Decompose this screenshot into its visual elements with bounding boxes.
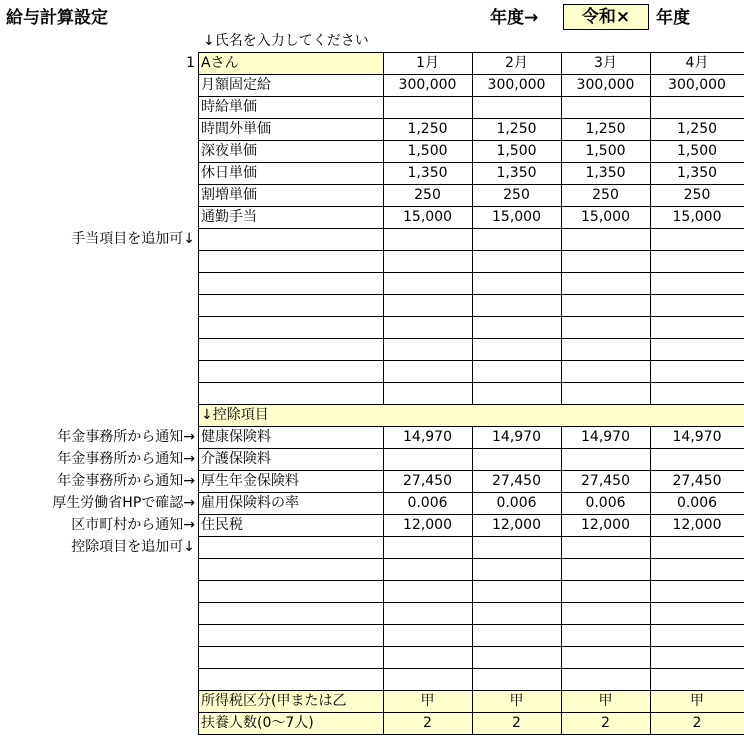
blank-input-cell[interactable]	[472, 536, 561, 558]
blank-input-cell[interactable]	[561, 360, 650, 382]
blank-input-cell[interactable]	[650, 382, 744, 404]
blank-input-cell[interactable]	[561, 250, 650, 272]
blank-input-cell[interactable]	[650, 228, 744, 250]
deduction-add-note: 控除項目を追加可↓	[71, 539, 195, 555]
blank-input-cell[interactable]	[650, 646, 744, 668]
blank-input-cell[interactable]	[383, 228, 472, 250]
pay-value-cell[interactable]: 1,500	[585, 143, 626, 159]
blank-input-cell[interactable]	[472, 602, 561, 624]
blank-input-cell[interactable]	[472, 646, 561, 668]
deduction-item-label: 健康保険料	[201, 429, 271, 445]
month-header-2: 2月	[505, 55, 528, 71]
deduction-value-cell[interactable]: 12,000	[492, 517, 541, 533]
deduction-value-cell[interactable]: 27,450	[403, 473, 452, 489]
pay-value-cell[interactable]: 1,250	[676, 121, 718, 137]
deduction-item-label: 雇用保険料の率	[201, 495, 299, 511]
pay-value-cell[interactable]: 1,350	[585, 165, 626, 181]
blank-input-cell[interactable]	[472, 250, 561, 272]
blank-input-cell[interactable]	[472, 580, 561, 602]
sheet-title: 給与計算設定	[6, 8, 108, 28]
pay-value-cell[interactable]: 15,000	[403, 209, 452, 225]
blank-input-cell[interactable]	[383, 338, 472, 360]
month-header-4: 4月	[685, 55, 709, 71]
tax-value-cell[interactable]: 甲	[598, 693, 613, 709]
deduction-value-cell[interactable]: 14,970	[403, 429, 452, 445]
pay-value-cell[interactable]: 300,000	[576, 77, 635, 93]
deduction-value-cell[interactable]	[561, 448, 650, 470]
deduction-item-label: 厚生年金保険料	[201, 473, 299, 489]
blank-input-cell[interactable]	[198, 360, 383, 382]
blank-input-cell[interactable]	[198, 624, 383, 646]
deduction-value-cell[interactable]: 0.006	[407, 495, 448, 511]
tax-value-cell[interactable]: 2	[601, 715, 610, 731]
pay-value-cell[interactable]: 15,000	[492, 209, 541, 225]
pay-value-cell[interactable]	[650, 96, 744, 118]
tax-value-cell[interactable]: 2	[512, 715, 521, 731]
deduction-value-cell[interactable]: 14,970	[672, 429, 722, 445]
blank-input-cell[interactable]	[198, 338, 383, 360]
blank-input-cell[interactable]	[561, 382, 650, 404]
blank-input-cell[interactable]	[650, 272, 744, 294]
pay-item-label: 通勤手当	[201, 209, 257, 225]
pay-value-cell[interactable]: 1,350	[676, 165, 718, 181]
pay-item-label: 時給単価	[201, 99, 257, 115]
blank-input-cell[interactable]	[383, 580, 472, 602]
blank-input-cell[interactable]	[472, 228, 561, 250]
pay-value-cell[interactable]	[383, 96, 472, 118]
blank-input-cell[interactable]	[472, 558, 561, 580]
tax-item-label: 所得税区分(甲または乙	[201, 693, 347, 709]
blank-input-cell[interactable]	[383, 602, 472, 624]
pay-value-cell[interactable]: 1,500	[496, 143, 537, 159]
blank-input-cell[interactable]	[561, 316, 650, 338]
blank-input-cell[interactable]	[472, 316, 561, 338]
blank-input-cell[interactable]	[198, 250, 383, 272]
blank-input-cell[interactable]	[650, 558, 744, 580]
blank-input-cell[interactable]	[561, 624, 650, 646]
blank-input-cell[interactable]	[561, 558, 650, 580]
deduction-source-note: 厚生労働省HPで確認→	[52, 495, 195, 511]
tax-item-label: 扶養人数(0～7人)	[201, 715, 314, 731]
blank-input-cell[interactable]	[383, 316, 472, 338]
blank-input-cell[interactable]	[650, 250, 744, 272]
blank-input-cell[interactable]	[472, 668, 561, 690]
employee-number: 1	[186, 55, 195, 71]
pay-value-cell[interactable]: 1,500	[407, 143, 448, 159]
blank-input-cell[interactable]	[472, 624, 561, 646]
pay-value-cell[interactable]: 1,250	[585, 121, 626, 137]
pay-value-cell[interactable]: 250	[503, 187, 530, 203]
deduction-source-note: 区市町村から通知→	[71, 517, 195, 533]
blank-input-cell[interactable]	[561, 580, 650, 602]
blank-input-cell[interactable]	[650, 602, 744, 624]
blank-input-cell[interactable]	[198, 602, 383, 624]
tax-value-cell[interactable]: 2	[692, 715, 702, 731]
blank-input-cell[interactable]	[198, 580, 383, 602]
blank-input-cell[interactable]	[198, 668, 383, 690]
deduction-value-cell[interactable]: 14,970	[492, 429, 541, 445]
year-label: 年度→	[490, 8, 539, 28]
deduction-value-cell[interactable]: 0.006	[676, 495, 718, 511]
tax-value-cell[interactable]: 甲	[420, 693, 435, 709]
blank-input-cell[interactable]	[198, 228, 383, 250]
pay-value-cell[interactable]: 300,000	[487, 77, 546, 93]
blank-input-cell[interactable]	[383, 536, 472, 558]
blank-input-cell[interactable]	[650, 536, 744, 558]
blank-input-cell[interactable]	[561, 272, 650, 294]
pay-value-cell[interactable]: 300,000	[398, 77, 457, 93]
pay-item-label: 休日単価	[201, 165, 257, 181]
blank-input-cell[interactable]	[198, 316, 383, 338]
pay-value-cell[interactable]: 300,000	[668, 77, 726, 93]
blank-input-cell[interactable]	[561, 228, 650, 250]
deduction-header: ↓控除項目	[201, 407, 269, 423]
blank-input-cell[interactable]	[383, 558, 472, 580]
blank-input-cell[interactable]	[383, 272, 472, 294]
deduction-source-note: 年金事務所から通知→	[57, 429, 195, 445]
pay-item-label: 割増単価	[201, 187, 257, 203]
blank-input-cell[interactable]	[472, 382, 561, 404]
blank-input-cell[interactable]	[561, 646, 650, 668]
blank-input-cell[interactable]	[198, 536, 383, 558]
deduction-source-note: 年金事務所から通知→	[57, 473, 195, 489]
blank-input-cell[interactable]	[383, 624, 472, 646]
deduction-value-cell[interactable]: 27,450	[672, 473, 722, 489]
deduction-value-cell[interactable]: 14,970	[581, 429, 630, 445]
blank-input-cell[interactable]	[383, 360, 472, 382]
pay-value-cell[interactable]: 250	[683, 187, 711, 203]
blank-input-cell[interactable]	[650, 316, 744, 338]
pay-value-cell[interactable]: 15,000	[672, 209, 722, 225]
pay-item-label: 月額固定給	[201, 77, 271, 93]
blank-input-cell[interactable]	[561, 602, 650, 624]
deduction-value-cell[interactable]: 12,000	[403, 517, 452, 533]
blank-input-cell[interactable]	[650, 668, 744, 690]
deduction-value-cell[interactable]: 12,000	[672, 517, 722, 533]
deduction-value-cell[interactable]: 12,000	[581, 517, 630, 533]
era-year-input[interactable]: 令和×	[563, 4, 649, 30]
blank-input-cell[interactable]	[383, 294, 472, 316]
month-header-3: 3月	[594, 55, 617, 71]
deduction-item-label: 介護保険料	[201, 451, 271, 467]
blank-input-cell[interactable]	[472, 272, 561, 294]
pay-value-cell[interactable]: 1,250	[407, 121, 448, 137]
deduction-value-cell[interactable]: 0.006	[496, 495, 537, 511]
pay-value-cell[interactable]: 1,500	[676, 143, 718, 159]
employee-name-cell[interactable]: Aさん	[201, 55, 239, 71]
blank-input-cell[interactable]	[561, 536, 650, 558]
pay-value-cell[interactable]: 250	[414, 187, 441, 203]
deduction-value-cell[interactable]: 27,450	[581, 473, 630, 489]
blank-input-cell[interactable]	[472, 294, 561, 316]
deduction-value-cell[interactable]	[650, 448, 744, 470]
pay-item-label: 深夜単価	[201, 143, 257, 159]
deduction-value-cell[interactable]	[383, 448, 472, 470]
blank-input-cell[interactable]	[198, 294, 383, 316]
pay-value-cell[interactable]	[472, 96, 561, 118]
tax-value-cell[interactable]: 甲	[690, 693, 704, 709]
pay-item-label: 時間外単価	[201, 121, 271, 137]
deduction-value-cell[interactable]: 0.006	[585, 495, 626, 511]
month-header-1: 1月	[416, 55, 439, 71]
year-suffix: 年度	[656, 8, 690, 28]
blank-input-cell[interactable]	[561, 668, 650, 690]
allowance-add-note: 手当項目を追加可↓	[71, 231, 195, 247]
pay-value-cell[interactable]: 15,000	[581, 209, 630, 225]
blank-input-cell[interactable]	[198, 382, 383, 404]
blank-input-cell[interactable]	[472, 338, 561, 360]
blank-input-cell[interactable]	[650, 360, 744, 382]
deduction-source-note: 年金事務所から通知→	[57, 451, 195, 467]
blank-input-cell[interactable]	[650, 338, 744, 360]
blank-input-cell[interactable]	[383, 646, 472, 668]
pay-value-cell[interactable]: 1,250	[496, 121, 537, 137]
pay-value-cell[interactable]	[561, 96, 650, 118]
blank-input-cell[interactable]	[198, 646, 383, 668]
name-instruction: ↓氏名を入力してください	[203, 33, 369, 49]
tax-value-cell[interactable]: 2	[423, 715, 432, 731]
blank-input-cell[interactable]	[383, 668, 472, 690]
blank-input-cell[interactable]	[383, 250, 472, 272]
tax-value-cell[interactable]: 甲	[509, 693, 524, 709]
pay-value-cell[interactable]: 1,350	[407, 165, 448, 181]
blank-input-cell[interactable]	[198, 558, 383, 580]
blank-input-cell[interactable]	[198, 272, 383, 294]
blank-input-cell[interactable]	[383, 382, 472, 404]
blank-input-cell[interactable]	[561, 338, 650, 360]
grid-line	[198, 734, 744, 735]
blank-input-cell[interactable]	[561, 294, 650, 316]
pay-value-cell[interactable]: 250	[592, 187, 619, 203]
blank-input-cell[interactable]	[650, 294, 744, 316]
pay-value-cell[interactable]: 1,350	[496, 165, 537, 181]
blank-input-cell[interactable]	[472, 360, 561, 382]
blank-input-cell[interactable]	[650, 580, 744, 602]
blank-input-cell[interactable]	[650, 624, 744, 646]
deduction-value-cell[interactable]: 27,450	[492, 473, 541, 489]
deduction-item-label: 住民税	[201, 517, 243, 533]
deduction-value-cell[interactable]	[472, 448, 561, 470]
